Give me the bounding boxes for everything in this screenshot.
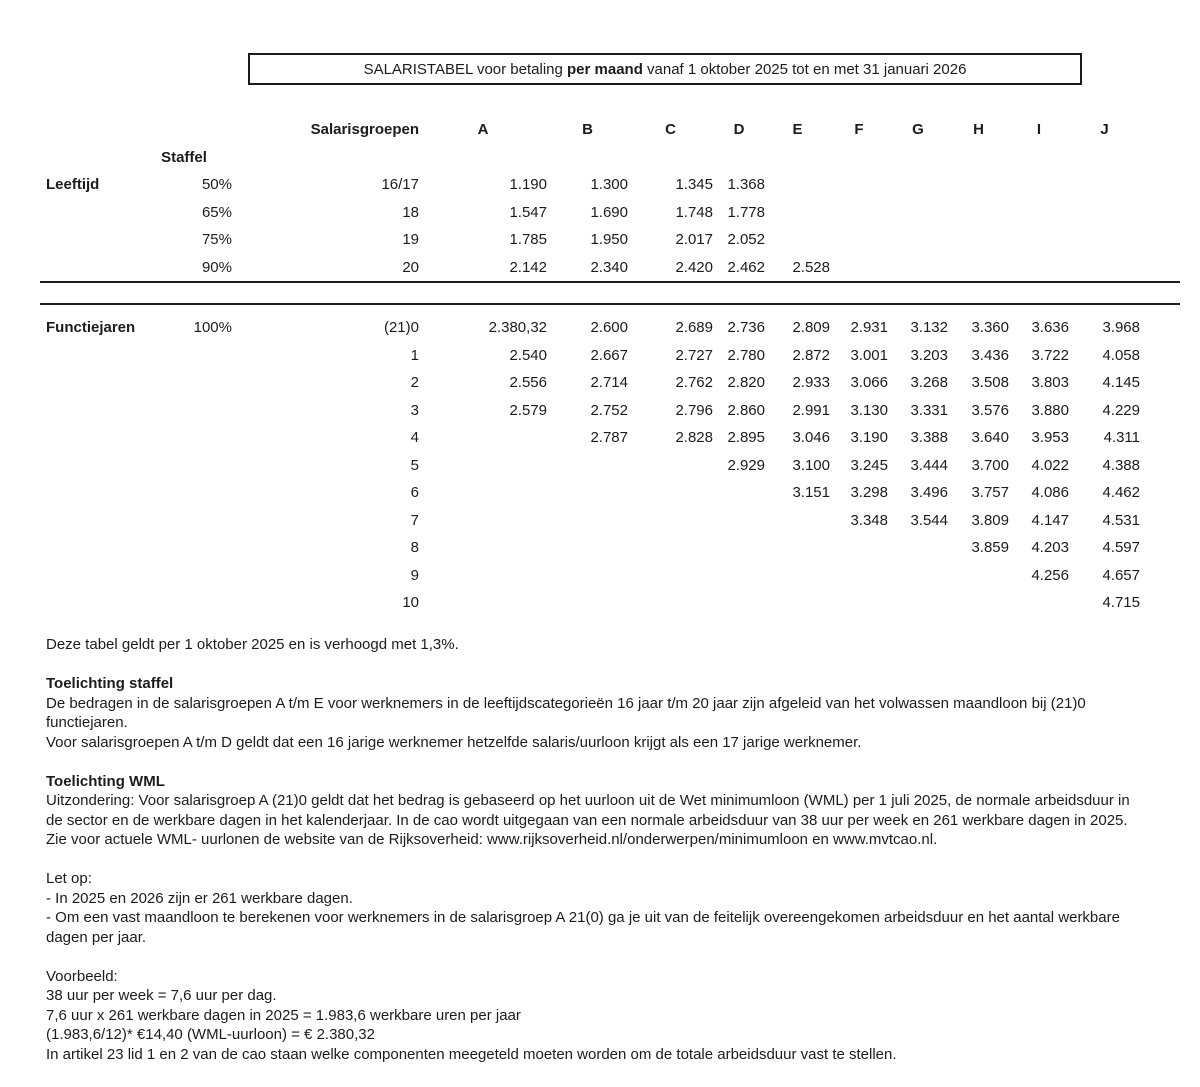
salary-cell: [830, 171, 888, 199]
salary-cell: 1.950: [590, 231, 628, 249]
note-section: [46, 967, 1142, 1065]
title-bold: per maand: [567, 60, 643, 78]
row-section-label: Functiejaren: [46, 319, 136, 337]
salary-cell: [713, 479, 765, 507]
salary-cell: 2.752: [590, 401, 628, 419]
salary-cell: 2.787: [590, 429, 628, 447]
salary-cell: [547, 589, 628, 617]
staffel-cell: [136, 589, 232, 617]
salary-cell: 1.190: [509, 176, 547, 194]
note-sections: [46, 674, 1142, 1064]
salary-cell: 2.052: [727, 231, 765, 249]
groep-cell: 6: [410, 484, 419, 502]
salary-cell: [948, 226, 1009, 254]
salary-cell: 1.368: [727, 176, 765, 194]
salary-cell: 1.300: [590, 176, 628, 194]
note-heading: Voorbeeld:: [46, 967, 118, 985]
salary-cell: 3.859: [971, 539, 1009, 557]
salary-cell: [419, 507, 547, 535]
table-validity-note: Deze tabel geldt per 1 oktober 2025 en is verhoogd met 1,3%.: [46, 636, 459, 653]
salary-cell: [713, 589, 765, 617]
title-box: [248, 53, 1082, 85]
salary-cell: 3.298: [850, 484, 888, 502]
row-section-label: [46, 452, 136, 480]
salary-cell: 3.722: [1031, 346, 1069, 364]
salary-cell: 2.931: [850, 319, 888, 337]
row-section-label: [46, 226, 136, 254]
row-section-label: [46, 342, 136, 370]
empty-cell: [136, 116, 232, 144]
salary-cell: 3.640: [971, 429, 1009, 447]
salary-cell: [713, 562, 765, 590]
note-section: [46, 674, 1142, 752]
salary-cell: 1.748: [675, 203, 713, 221]
empty-cell: [232, 144, 1140, 172]
salary-cell: 4.311: [1103, 429, 1140, 447]
salary-cell: 2.556: [509, 374, 547, 392]
salary-cell: [765, 226, 830, 254]
salary-row: [46, 534, 1140, 562]
column-letter-g: G: [912, 121, 924, 139]
staffel-cell: [136, 452, 232, 480]
salary-cell: 4.597: [1102, 539, 1140, 557]
salary-cell: [830, 562, 888, 590]
salary-cell: 3.968: [1102, 319, 1140, 337]
salary-cell: [948, 171, 1009, 199]
note-section: [46, 869, 1142, 947]
salary-cell: 4.203: [1031, 539, 1069, 557]
salary-cell: 2.420: [675, 258, 713, 276]
groep-cell: 9: [410, 566, 419, 584]
row-section-label: [46, 397, 136, 425]
staffel-cell: [136, 534, 232, 562]
salary-cell: [419, 589, 547, 617]
note-paragraph: Voor salarisgroepen A t/m D geldt dat een 16 jarige werknemer hetzelfde salaris/uurloon krijgt als een 17 jarige werknemer.: [46, 733, 862, 751]
note-paragraph: Zie voor actuele WML- uurlonen de website van de Rijksoverheid: www.rijksoverheid.nl/onderwerpen/minimumloon en www.mvtcao.nl.: [46, 831, 938, 848]
leeftijd-table: [46, 116, 1140, 281]
salary-cell: [765, 589, 830, 617]
column-letter-c: C: [665, 121, 676, 139]
salary-cell: 2.380,32: [488, 319, 547, 337]
staffel-cell: [136, 507, 232, 535]
salary-cell: 2.017: [675, 231, 713, 249]
salary-row: [46, 342, 1140, 370]
staffel-cell: 90%: [201, 258, 232, 276]
salary-cell: 3.496: [910, 484, 948, 502]
salary-cell: 4.462: [1102, 484, 1140, 502]
salary-cell: [419, 479, 547, 507]
staffel-cell: [136, 342, 232, 370]
empty-cell: [46, 116, 136, 144]
salary-cell: [628, 562, 713, 590]
salary-cell: [1009, 226, 1069, 254]
staffel-cell: 100%: [193, 319, 232, 337]
groep-cell: 16/17: [381, 176, 419, 194]
salary-cell: 3.809: [971, 511, 1009, 529]
salary-cell: 4.715: [1102, 594, 1140, 612]
salary-cell: [419, 534, 547, 562]
salary-cell: [1069, 226, 1140, 254]
salary-cell: 4.022: [1031, 456, 1069, 474]
salary-cell: 2.714: [590, 374, 628, 392]
salary-cell: 2.780: [727, 346, 765, 364]
note-section: [46, 772, 1142, 850]
row-section-label: Leeftijd: [46, 176, 100, 194]
column-letter-a: A: [477, 121, 489, 139]
salary-cell: 3.268: [910, 374, 948, 392]
row-section-label: [46, 254, 136, 282]
salary-row: [46, 397, 1140, 425]
page-title: [364, 61, 967, 78]
salary-cell: 3.245: [850, 456, 888, 474]
salary-cell: [888, 171, 948, 199]
salary-cell: [1009, 254, 1069, 282]
salary-cell: 3.436: [971, 346, 1009, 364]
groep-cell: 18: [402, 203, 419, 221]
salary-cell: 3.066: [850, 374, 888, 392]
salary-cell: [830, 534, 888, 562]
salary-cell: 1.547: [509, 203, 547, 221]
salary-row: [46, 452, 1140, 480]
staffel-cell: 65%: [201, 203, 232, 221]
note-heading: Toelichting WML: [46, 772, 165, 790]
salary-cell: [888, 589, 948, 617]
salary-cell: [547, 534, 628, 562]
salary-row: [46, 562, 1140, 590]
column-letter-j: J: [1100, 121, 1109, 139]
groep-cell: 10: [402, 594, 419, 612]
row-section-label: [46, 479, 136, 507]
salary-cell: 2.727: [675, 346, 713, 364]
salarisgroepen-label: Salarisgroepen: [310, 121, 419, 139]
salary-cell: 3.348: [850, 511, 888, 529]
staffel-label: Staffel: [161, 148, 207, 166]
salary-cell: [888, 226, 948, 254]
salary-cell: 4.388: [1102, 456, 1140, 474]
salary-cell: 3.953: [1031, 429, 1069, 447]
salary-cell: [888, 534, 948, 562]
salary-cell: [888, 562, 948, 590]
salary-cell: 2.796: [675, 401, 713, 419]
salary-cell: 2.736: [727, 319, 765, 337]
salary-cell: 3.508: [971, 374, 1009, 392]
salary-cell: 2.600: [590, 319, 628, 337]
salary-cell: 3.880: [1031, 401, 1069, 419]
note-paragraph: Uitzondering: Voor salarisgroep A (21)0 geldt dat het bedrag is gebaseerd op het uurloon uit de Wet minimumloon (WML) per 1 juli 2025, de normale arbeidsduur in de sector en de werkbare dagen in het kalenderjaar. In de cao wordt uitgegaan van een normale arbeidsduur van 38 uur per week en 261 werkbare dagen in 2025.: [46, 792, 1130, 829]
salary-cell: 3.190: [850, 429, 888, 447]
salary-cell: [547, 507, 628, 535]
salary-cell: [419, 452, 547, 480]
salary-row: [46, 226, 1140, 254]
row-section-label: [46, 589, 136, 617]
salary-row: [46, 199, 1140, 227]
salary-cell: 2.872: [792, 346, 830, 364]
note-paragraph: - In 2025 en 2026 zijn er 261 werkbare dagen.: [46, 889, 353, 907]
salary-cell: 1.778: [727, 203, 765, 221]
salary-cell: [948, 562, 1009, 590]
salary-cell: [628, 507, 713, 535]
salary-cell: 3.130: [850, 401, 888, 419]
salary-row: [46, 479, 1140, 507]
groep-cell: 7: [410, 511, 419, 529]
salary-cell: 4.147: [1031, 511, 1069, 529]
salary-cell: [948, 199, 1009, 227]
row-section-label: [46, 507, 136, 535]
salary-cell: 3.636: [1031, 319, 1069, 337]
column-letter-e: E: [792, 121, 803, 139]
title-part1: SALARISTABEL voor betaling: [363, 60, 567, 78]
salary-cell: 3.046: [792, 429, 830, 447]
salary-cell: 3.803: [1031, 374, 1069, 392]
salary-cell: [765, 199, 830, 227]
salary-cell: [628, 479, 713, 507]
salary-row: [46, 507, 1140, 535]
salary-cell: [419, 562, 547, 590]
salary-cell: 3.700: [971, 456, 1009, 474]
note-paragraph: 38 uur per week = 7,6 uur per dag.: [46, 987, 277, 1004]
salary-cell: 3.001: [850, 346, 888, 364]
salary-cell: [765, 507, 830, 535]
salary-cell: [1009, 171, 1069, 199]
salary-cell: 2.689: [675, 319, 713, 337]
salary-cell: [1009, 589, 1069, 617]
salary-cell: 3.100: [792, 456, 830, 474]
salary-cell: 3.444: [910, 456, 948, 474]
salary-cell: [888, 199, 948, 227]
salary-cell: 1.690: [590, 203, 628, 221]
groep-cell: 19: [402, 231, 419, 249]
groep-cell: 3: [410, 401, 419, 419]
column-letter-b: B: [582, 121, 593, 139]
salary-cell: 2.667: [590, 346, 628, 364]
salary-cell: [765, 171, 830, 199]
salary-cell: [830, 199, 888, 227]
staffel-cell: [136, 424, 232, 452]
salary-cell: 2.540: [509, 346, 547, 364]
groep-cell: 1: [410, 346, 419, 364]
salary-cell: 3.757: [971, 484, 1009, 502]
salary-cell: 2.528: [792, 258, 830, 276]
column-letter-f: F: [854, 121, 864, 139]
salary-cell: 4.086: [1031, 484, 1069, 502]
note-paragraph: - Om een vast maandloon te berekenen voor werknemers in de salarisgroep A 21(0) ga je uit van de feitelijk overeengekomen arbeidsduur en het aantal werkbare dagen per jaar.: [46, 909, 1120, 946]
salary-cell: [830, 589, 888, 617]
section-divider-bottom: [40, 303, 1180, 305]
salary-cell: [765, 562, 830, 590]
salary-row: [46, 424, 1140, 452]
salary-cell: [713, 534, 765, 562]
salary-cell: 4.229: [1102, 401, 1140, 419]
salary-cell: 2.929: [727, 456, 765, 474]
salary-cell: 4.657: [1102, 566, 1140, 584]
salary-cell: 4.256: [1031, 566, 1069, 584]
salary-cell: 3.544: [910, 511, 948, 529]
salary-cell: [628, 589, 713, 617]
column-letter-d: D: [733, 121, 745, 139]
notes-area: [46, 635, 1142, 1064]
salary-cell: 4.145: [1102, 374, 1140, 392]
salary-cell: 2.809: [792, 319, 830, 337]
salary-cell: 4.531: [1102, 511, 1140, 529]
groep-cell: 5: [410, 456, 419, 474]
salary-cell: 3.331: [910, 401, 948, 419]
column-letter-i: I: [1036, 121, 1042, 139]
salary-cell: [830, 226, 888, 254]
staffel-header-row: [46, 144, 1140, 172]
salary-cell: 1.345: [675, 176, 713, 194]
staffel-cell: [136, 369, 232, 397]
section-divider-top: [40, 281, 1180, 283]
staffel-cell: 75%: [201, 231, 232, 249]
salary-cell: 4.058: [1102, 346, 1140, 364]
column-letter-h: H: [973, 121, 984, 139]
salary-cell: [888, 254, 948, 282]
staffel-cell: [136, 562, 232, 590]
title-part2: vanaf 1 oktober 2025 tot en met 31 januari 2026: [642, 60, 967, 78]
note-paragraph: (1.983,6/12)* €14,40 (WML-uurloon) = € 2.380,32: [46, 1026, 375, 1043]
salary-table-area: [46, 116, 1186, 617]
salary-cell: [948, 589, 1009, 617]
salary-row: [46, 314, 1140, 342]
note-paragraph: In artikel 23 lid 1 en 2 van de cao staan welke componenten meegeteld moeten worden om de totale arbeidsduur vast te stellen.: [46, 1045, 897, 1063]
functiejaren-table: [46, 314, 1140, 617]
note-heading: Toelichting staffel: [46, 675, 174, 692]
salary-cell: 2.462: [727, 258, 765, 276]
salary-cell: 3.360: [971, 319, 1009, 337]
salary-cell: 2.991: [792, 401, 830, 419]
empty-cell: [46, 144, 136, 172]
salary-row: [46, 171, 1140, 199]
salary-cell: [765, 534, 830, 562]
staffel-cell: 50%: [201, 176, 232, 194]
note-heading: Let op:: [46, 870, 92, 887]
salary-cell: [547, 452, 628, 480]
salary-cell: 2.820: [727, 374, 765, 392]
note-paragraph: De bedragen in de salarisgroepen A t/m E voor werknemers in de leeftijdscategorieën 16 jaar t/m 20 jaar zijn afgeleid van het volwassen maandloon bij (21)0 functiejaren.: [46, 694, 1086, 731]
salary-cell: [547, 562, 628, 590]
salary-cell: 2.762: [675, 374, 713, 392]
salary-cell: 3.388: [910, 429, 948, 447]
salary-cell: 2.828: [675, 429, 713, 447]
salary-cell: 1.785: [509, 231, 547, 249]
salary-cell: 2.579: [509, 401, 547, 419]
note-paragraph: 7,6 uur x 261 werkbare dagen in 2025 = 1.983,6 werkbare uren per jaar: [46, 1006, 521, 1024]
salary-cell: [1069, 254, 1140, 282]
groep-cell: (21)0: [383, 319, 419, 337]
salary-cell: [419, 424, 547, 452]
row-section-label: [46, 199, 136, 227]
salary-cell: 2.142: [509, 258, 547, 276]
salary-cell: [1069, 199, 1140, 227]
salary-row: [46, 254, 1140, 282]
salary-cell: [948, 254, 1009, 282]
groep-cell: 8: [410, 539, 419, 557]
salary-cell: [713, 507, 765, 535]
staffel-cell: [136, 479, 232, 507]
salary-row: [46, 589, 1140, 617]
row-section-label: [46, 424, 136, 452]
column-header-row: [46, 116, 1140, 144]
salary-cell: 2.340: [590, 258, 628, 276]
salary-cell: [830, 254, 888, 282]
salary-cell: 2.895: [727, 429, 765, 447]
groep-cell: 2: [410, 374, 419, 392]
row-section-label: [46, 562, 136, 590]
salary-cell: 3.576: [971, 401, 1009, 419]
salary-cell: 3.151: [792, 484, 830, 502]
salary-cell: [1069, 171, 1140, 199]
groep-cell: 4: [410, 429, 419, 447]
row-section-label: [46, 369, 136, 397]
salary-cell: 3.132: [910, 319, 948, 337]
salary-cell: [628, 452, 713, 480]
salary-cell: 3.203: [910, 346, 948, 364]
salary-cell: [1009, 199, 1069, 227]
salary-cell: [628, 534, 713, 562]
staffel-cell: [136, 397, 232, 425]
row-section-label: [46, 534, 136, 562]
salary-cell: 2.933: [792, 374, 830, 392]
salary-row: [46, 369, 1140, 397]
groep-cell: 20: [402, 258, 419, 276]
salary-cell: [547, 479, 628, 507]
salary-cell: 2.860: [727, 401, 765, 419]
